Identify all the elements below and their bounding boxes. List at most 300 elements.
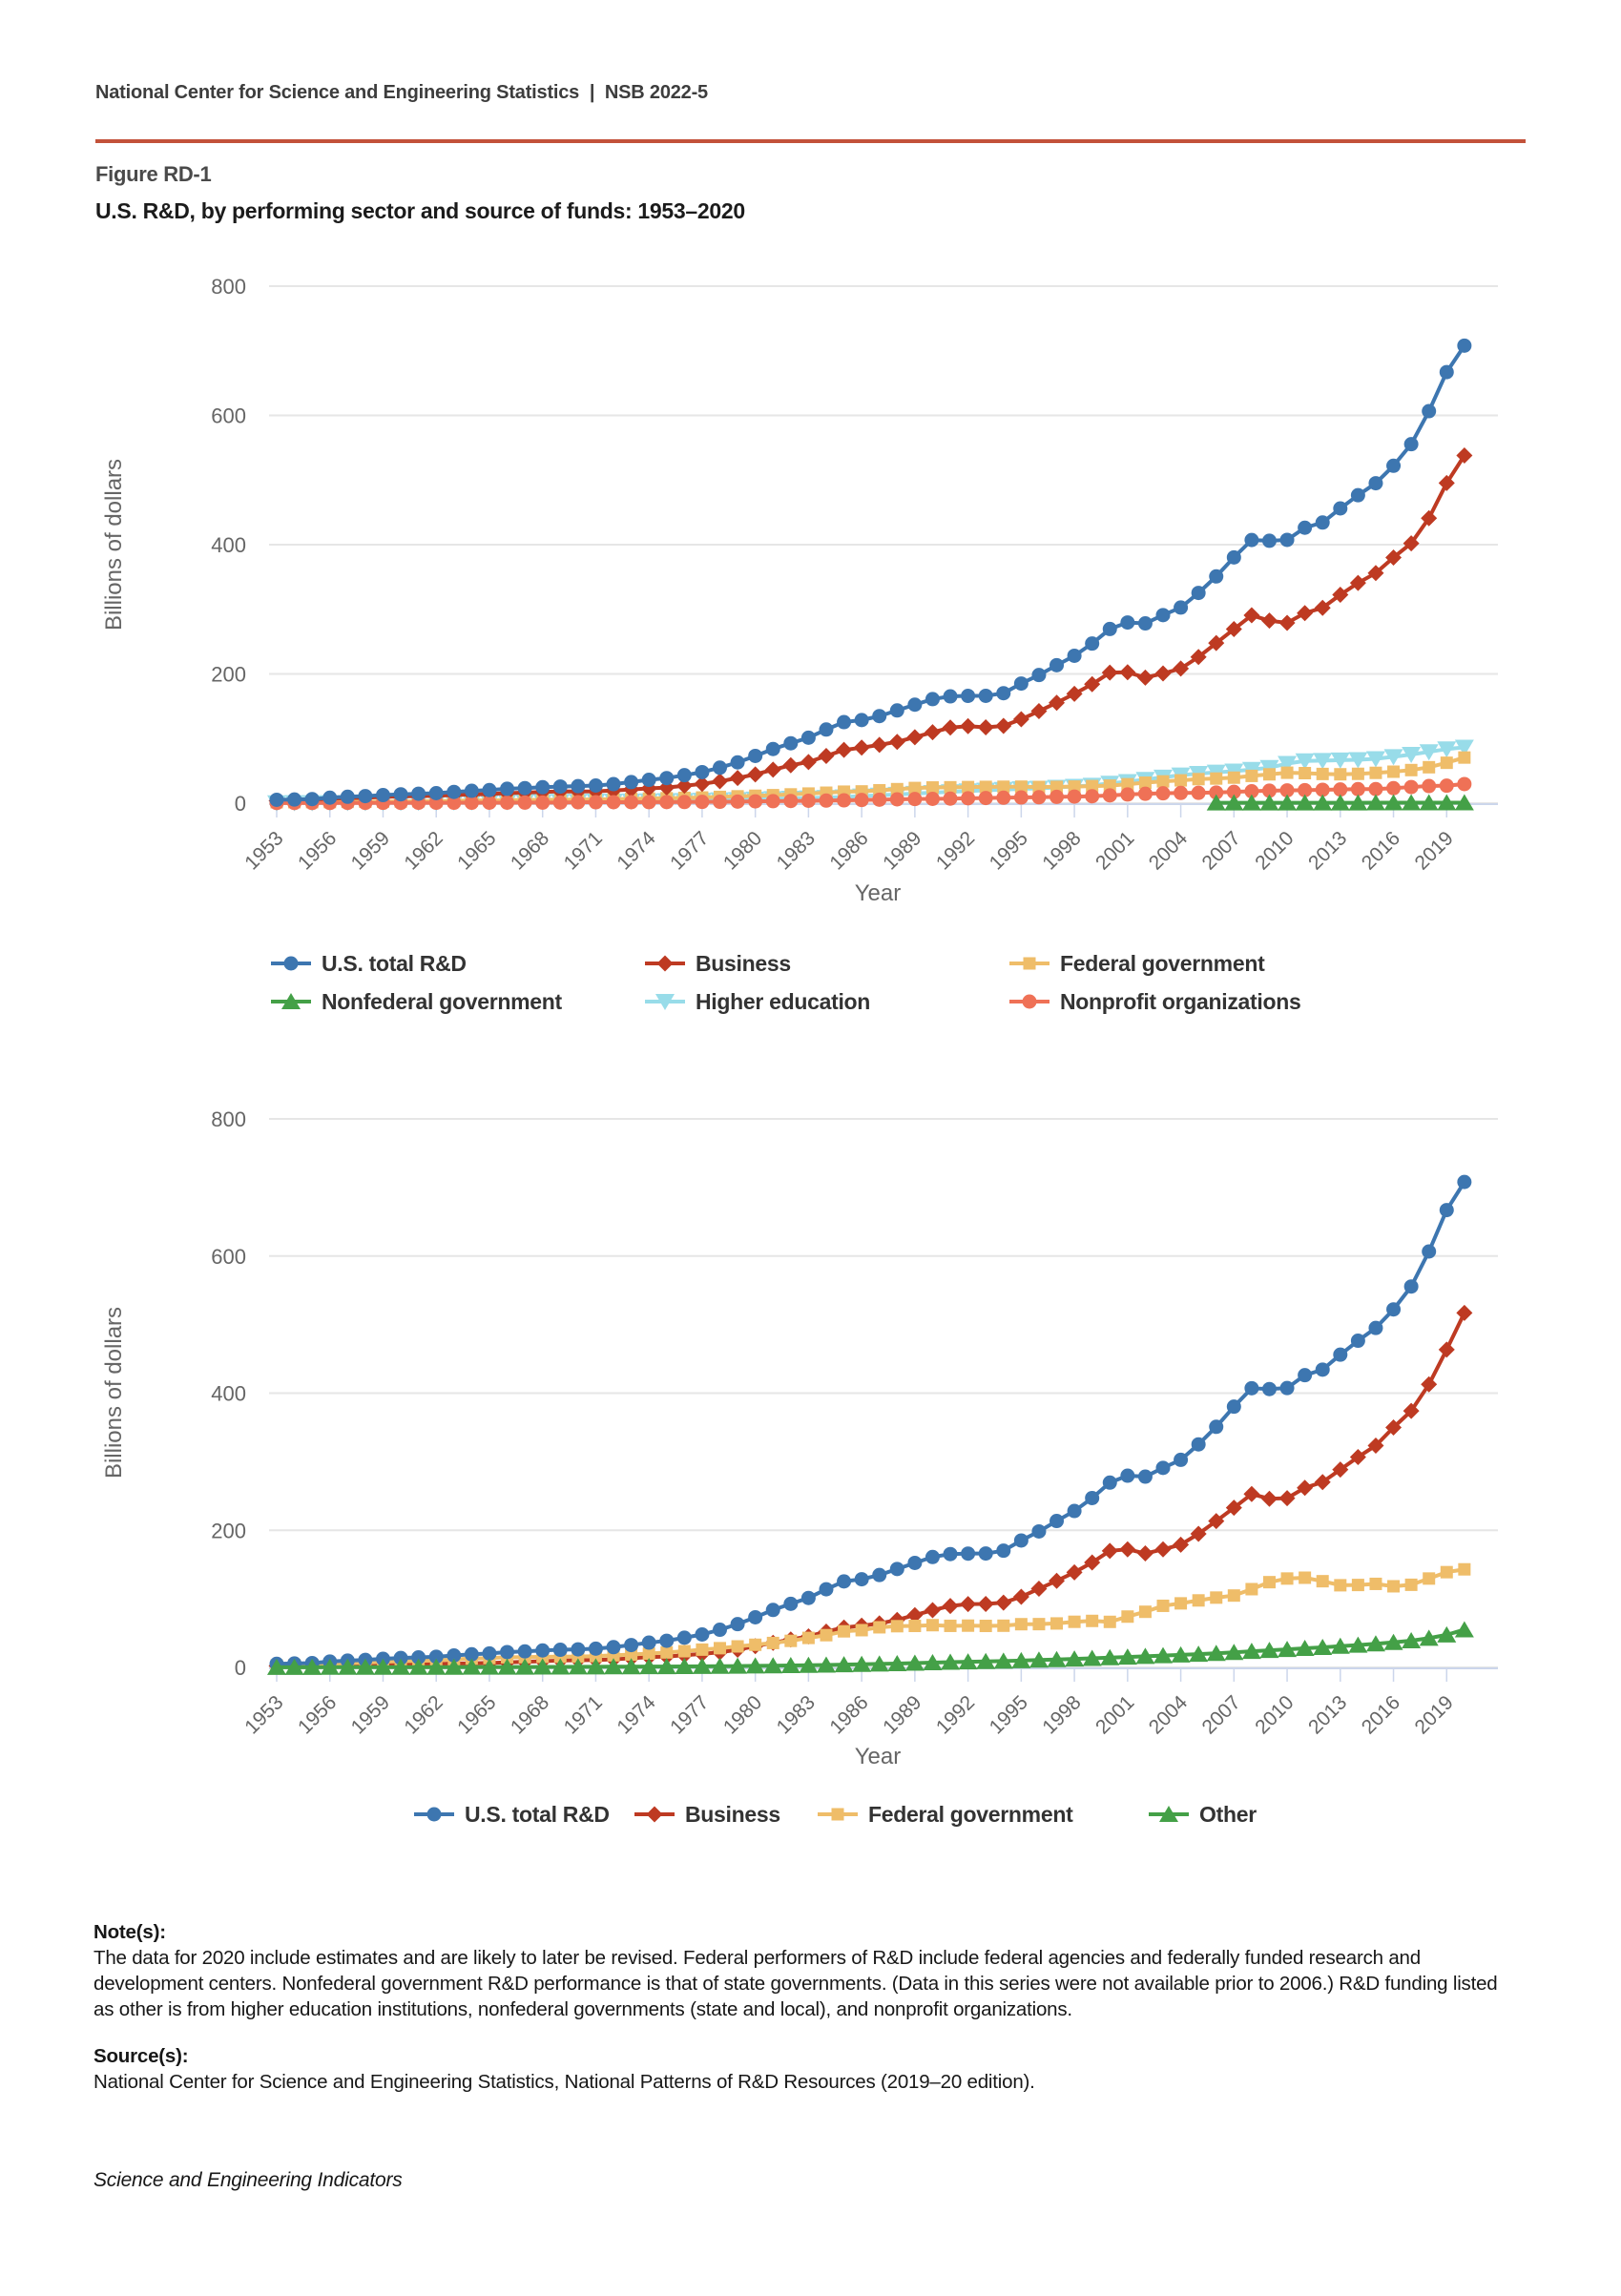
- data-point-u-s-total-r-d: [589, 778, 603, 793]
- data-point-u-s-total-r-d: [890, 703, 904, 717]
- legend-marker-diamond-icon: [633, 1802, 676, 1827]
- x-tick-label: 2013: [1304, 1691, 1352, 1739]
- data-point-u-s-total-r-d: [411, 787, 426, 801]
- data-point-federal-government: [1299, 1571, 1311, 1583]
- data-point-federal-government: [1228, 772, 1240, 784]
- data-point-u-s-total-r-d: [1262, 1382, 1277, 1396]
- data-point-u-s-total-r-d: [1422, 1245, 1436, 1259]
- figure-title: U.S. R&D, by performing sector and source of funds: 1953–2020: [95, 198, 745, 223]
- data-point-nonprofit-organizations: [961, 791, 975, 805]
- data-point-u-s-total-r-d: [1103, 622, 1117, 636]
- x-tick-label: 1971: [559, 827, 607, 875]
- data-point-u-s-total-r-d: [819, 1582, 833, 1597]
- data-point-u-s-total-r-d: [1031, 668, 1046, 682]
- x-tick-label: 1965: [453, 1691, 501, 1739]
- y-axis-title: Billions of dollars: [101, 1306, 127, 1479]
- funding-source-chart: [0, 1068, 1621, 1779]
- data-point-business: [1279, 614, 1296, 631]
- legend-item-business[interactable]: [633, 1801, 780, 1828]
- data-point-business: [1067, 686, 1083, 702]
- data-point-u-s-total-r-d: [1351, 1334, 1365, 1348]
- data-point-u-s-total-r-d: [907, 697, 922, 712]
- data-point-nonprofit-organizations: [1138, 787, 1153, 801]
- data-point-business: [1456, 1305, 1472, 1321]
- data-point-u-s-total-r-d: [677, 1630, 692, 1644]
- x-tick-label: 1983: [772, 1691, 820, 1739]
- y-tick-label: 200: [211, 1519, 246, 1543]
- data-point-u-s-total-r-d: [1103, 1476, 1117, 1490]
- x-tick-label: 2016: [1357, 827, 1405, 875]
- legend-item-federal-government[interactable]: [1008, 950, 1264, 977]
- data-point-u-s-total-r-d: [1316, 515, 1330, 529]
- data-point-u-s-total-r-d: [535, 1644, 550, 1658]
- data-point-federal-government: [1245, 770, 1257, 782]
- data-point-business: [1297, 1479, 1313, 1496]
- y-tick-label: 0: [234, 1656, 246, 1680]
- series-line-business: [277, 1313, 1465, 1665]
- x-tick-label: 1959: [346, 827, 395, 875]
- data-point-u-s-total-r-d: [748, 1610, 762, 1624]
- legend-marker-square-icon: [816, 1802, 860, 1827]
- data-point-u-s-total-r-d: [1192, 1438, 1206, 1452]
- data-point-federal-government: [1352, 1579, 1364, 1591]
- data-point-u-s-total-r-d: [1368, 1321, 1382, 1335]
- data-point-u-s-total-r-d: [872, 709, 886, 723]
- data-point-federal-government: [1405, 764, 1418, 776]
- data-point-nonprofit-organizations: [482, 796, 496, 810]
- data-point-nonprofit-organizations: [695, 795, 709, 809]
- data-point-nonprofit-organizations: [766, 794, 780, 808]
- data-point-business: [712, 774, 728, 790]
- data-point-nonprofit-organizations: [1422, 779, 1436, 794]
- data-point-business: [925, 724, 941, 740]
- data-point-nonprofit-organizations: [642, 795, 656, 809]
- data-point-u-s-total-r-d: [447, 785, 461, 799]
- y-tick-label: 800: [211, 275, 246, 299]
- data-point-federal-government: [945, 1620, 957, 1632]
- figure-label: Figure RD-1: [95, 162, 212, 186]
- data-point-federal-government: [1352, 768, 1364, 780]
- data-point-u-s-total-r-d: [855, 713, 869, 727]
- data-point-business: [1137, 670, 1153, 686]
- data-point-nonprofit-organizations: [1068, 790, 1082, 804]
- sources-text: National Center for Science and Engineering Statistics, National Patterns of R&D Resources (2019–20 edition).: [94, 2071, 1035, 2093]
- data-point-federal-government: [1210, 1591, 1222, 1603]
- data-point-nonprofit-organizations: [571, 796, 585, 810]
- y-tick-label: 400: [211, 1381, 246, 1406]
- data-point-u-s-total-r-d: [855, 1572, 869, 1586]
- data-point-business: [1013, 1588, 1029, 1604]
- legend-item-other[interactable]: [1147, 1801, 1257, 1828]
- data-point-business: [1119, 664, 1135, 680]
- data-point-nonprofit-organizations: [1440, 778, 1454, 793]
- data-point-federal-government: [1015, 1618, 1028, 1630]
- legend-marker-square-icon: [1008, 951, 1051, 976]
- data-point-u-s-total-r-d: [341, 790, 355, 804]
- data-point-federal-government: [1405, 1579, 1418, 1591]
- data-point-u-s-total-r-d: [1138, 616, 1153, 631]
- legend-item-nonfederal-government[interactable]: [269, 988, 562, 1015]
- data-point-u-s-total-r-d: [607, 1640, 621, 1654]
- data-point-u-s-total-r-d: [801, 731, 816, 745]
- x-tick-label: 2013: [1304, 827, 1352, 875]
- data-point-nonprofit-organizations: [553, 796, 568, 810]
- y-tick-label: 400: [211, 533, 246, 557]
- data-point-federal-government: [1281, 767, 1294, 779]
- data-point-nonprofit-organizations: [500, 796, 514, 810]
- data-point-u-s-total-r-d: [287, 793, 301, 807]
- series-line-u-s-total-r-d: [277, 345, 1465, 799]
- y-tick-label: 200: [211, 662, 246, 687]
- legend-label: Business: [696, 950, 791, 976]
- data-point-u-s-total-r-d: [1085, 1491, 1099, 1505]
- data-point-federal-government: [1334, 768, 1346, 780]
- data-point-u-s-total-r-d: [1174, 1453, 1188, 1467]
- data-point-u-s-total-r-d: [1068, 649, 1082, 663]
- x-tick-label: 2007: [1197, 827, 1245, 875]
- data-point-business: [818, 748, 834, 764]
- data-point-federal-government: [732, 1641, 744, 1653]
- data-point-business: [960, 1596, 976, 1612]
- data-point-u-s-total-r-d: [1014, 676, 1029, 691]
- data-point-federal-government: [1069, 1616, 1081, 1628]
- data-point-u-s-total-r-d: [1120, 615, 1134, 630]
- data-point-u-s-total-r-d: [607, 777, 621, 792]
- data-point-business: [854, 739, 870, 755]
- data-point-nonprofit-organizations: [607, 795, 621, 809]
- data-point-nonprofit-organizations: [819, 794, 833, 808]
- data-point-federal-government: [1210, 773, 1222, 785]
- data-point-federal-government: [1387, 766, 1400, 778]
- data-point-federal-government: [1157, 1600, 1170, 1612]
- data-point-u-s-total-r-d: [1368, 476, 1382, 490]
- data-point-u-s-total-r-d: [1068, 1504, 1082, 1519]
- data-point-business: [782, 757, 799, 774]
- data-point-u-s-total-r-d: [713, 1623, 727, 1637]
- x-tick-label: 1968: [506, 827, 554, 875]
- data-point-business: [906, 729, 923, 745]
- data-point-u-s-total-r-d: [571, 779, 585, 794]
- data-point-nonprofit-organizations: [1085, 789, 1099, 803]
- data-point-u-s-total-r-d: [322, 791, 337, 805]
- data-point-u-s-total-r-d: [465, 784, 479, 798]
- data-point-federal-government: [962, 1620, 974, 1632]
- data-point-business: [1013, 712, 1029, 728]
- x-tick-label: 1953: [240, 827, 288, 875]
- data-point-nonprofit-organizations: [979, 791, 993, 805]
- data-point-federal-government: [1423, 761, 1435, 774]
- data-point-u-s-total-r-d: [1209, 1419, 1223, 1434]
- x-tick-label: 1959: [346, 1691, 395, 1739]
- y-tick-label: 600: [211, 1244, 246, 1269]
- data-point-federal-government: [1423, 1572, 1435, 1584]
- data-point-u-s-total-r-d: [1156, 608, 1171, 622]
- data-point-federal-government: [1317, 1575, 1329, 1587]
- data-point-federal-government: [1193, 773, 1205, 785]
- data-point-u-s-total-r-d: [731, 1617, 745, 1631]
- data-point-federal-government: [1121, 1610, 1133, 1623]
- data-point-nonprofit-organizations: [1386, 781, 1401, 796]
- data-point-federal-government: [891, 1620, 904, 1632]
- x-tick-label: 1986: [825, 1691, 873, 1739]
- legend-marker-triangle-icon: [269, 989, 313, 1014]
- data-point-u-s-total-r-d: [801, 1591, 816, 1605]
- data-point-business: [747, 766, 763, 782]
- data-point-u-s-total-r-d: [1440, 365, 1454, 380]
- x-tick-label: 2001: [1091, 1691, 1139, 1739]
- data-point-business: [800, 754, 817, 770]
- data-point-nonprofit-organizations: [1351, 782, 1365, 796]
- legend-marker-circle-icon: [1008, 989, 1051, 1014]
- data-point-federal-government: [714, 1642, 726, 1654]
- data-point-business: [1279, 1490, 1296, 1506]
- data-point-u-s-total-r-d: [429, 786, 444, 800]
- data-point-u-s-total-r-d: [766, 1603, 780, 1617]
- x-tick-label: 1992: [931, 827, 980, 875]
- data-point-u-s-total-r-d: [1333, 1348, 1347, 1362]
- notes-text: The data for 2020 include estimates and are likely to later be revised. Federal performers of R&D include federal agencies and federally funded research and development centers. Nonfederal government R&D performance is that of state governments. (Data in this series were not available prior to 2006.) R&D funding listed as other is from higher education institutions, nonfederal governments (state and local), and nonprofit organizations.: [94, 1947, 1498, 2020]
- data-point-u-s-total-r-d: [1192, 586, 1206, 600]
- data-point-business: [889, 734, 905, 750]
- data-point-federal-government: [856, 1624, 868, 1636]
- data-point-nonprofit-organizations: [624, 795, 638, 809]
- x-tick-label: 1995: [985, 827, 1032, 875]
- data-point-nonprofit-organizations: [837, 794, 851, 808]
- data-point-u-s-total-r-d: [571, 1643, 585, 1657]
- data-point-u-s-total-r-d: [1457, 1175, 1471, 1189]
- data-point-u-s-total-r-d: [925, 692, 940, 706]
- data-point-nonprofit-organizations: [1192, 786, 1206, 800]
- legend-item-u-s-total-r-d[interactable]: [269, 950, 467, 977]
- x-tick-label: 1962: [400, 827, 447, 875]
- legend-item-higher-education[interactable]: [643, 988, 870, 1015]
- data-point-federal-government: [1369, 1578, 1382, 1590]
- data-point-u-s-total-r-d: [1049, 1514, 1064, 1528]
- performing-sector-legend: [0, 950, 1621, 1036]
- data-point-federal-government: [838, 1625, 850, 1638]
- data-point-business: [995, 1595, 1011, 1611]
- data-point-business: [1261, 1491, 1278, 1507]
- data-point-u-s-total-r-d: [1227, 1399, 1241, 1414]
- data-point-u-s-total-r-d: [996, 1543, 1010, 1558]
- data-point-federal-government: [820, 1629, 832, 1642]
- data-point-u-s-total-r-d: [1316, 1362, 1330, 1376]
- data-point-u-s-total-r-d: [305, 792, 320, 806]
- data-point-business: [871, 736, 887, 753]
- x-tick-label: 2004: [1144, 1691, 1193, 1739]
- data-point-nonprofit-organizations: [1031, 790, 1046, 804]
- legend-label: Business: [685, 1801, 780, 1827]
- data-point-federal-government: [678, 1645, 691, 1658]
- data-point-business: [943, 1598, 959, 1614]
- data-point-nonprofit-organizations: [1174, 786, 1188, 800]
- data-point-u-s-total-r-d: [642, 773, 656, 787]
- x-tick-label: 2007: [1197, 1691, 1245, 1739]
- data-point-business: [1067, 1564, 1083, 1581]
- x-tick-label: 1971: [559, 1691, 607, 1739]
- legend-item-u-s-total-r-d[interactable]: [412, 1801, 610, 1828]
- data-point-u-s-total-r-d: [1049, 658, 1064, 672]
- notes-label: Note(s):: [94, 1921, 166, 1943]
- y-tick-label: 800: [211, 1107, 246, 1131]
- data-point-u-s-total-r-d: [535, 780, 550, 795]
- data-point-u-s-total-r-d: [1404, 437, 1419, 451]
- data-point-u-s-total-r-d: [553, 1643, 568, 1657]
- x-tick-label: 1965: [453, 827, 501, 875]
- legend-label: Federal government: [868, 1801, 1073, 1827]
- data-point-federal-government: [1458, 1563, 1470, 1576]
- data-point-federal-government: [926, 1619, 939, 1631]
- data-point-u-s-total-r-d: [907, 1556, 922, 1570]
- data-point-u-s-total-r-d: [1174, 600, 1188, 614]
- notes-gap: [94, 2022, 1506, 2043]
- data-point-u-s-total-r-d: [944, 1547, 958, 1562]
- data-point-federal-government: [1139, 1605, 1152, 1618]
- legend-marker-triangle-down-icon: [643, 989, 687, 1014]
- data-point-business: [1030, 703, 1047, 719]
- data-point-federal-government: [1032, 1618, 1045, 1630]
- data-point-u-s-total-r-d: [944, 690, 958, 704]
- data-point-federal-government: [1050, 1617, 1063, 1629]
- data-point-nonprofit-organizations: [1404, 780, 1419, 795]
- legend-item-business[interactable]: [643, 950, 791, 977]
- data-point-u-s-total-r-d: [1280, 532, 1295, 547]
- data-point-business: [1137, 1545, 1153, 1562]
- data-point-federal-government: [873, 1621, 885, 1633]
- data-point-nonprofit-organizations: [872, 793, 886, 807]
- legend-marker-circle-icon: [412, 1802, 456, 1827]
- data-point-business: [730, 770, 746, 786]
- x-axis-title: Year: [854, 1744, 902, 1769]
- data-point-nonprofit-organizations: [1103, 788, 1117, 802]
- legend-label: Higher education: [696, 988, 871, 1014]
- data-point-business: [960, 718, 976, 734]
- data-point-federal-government: [1387, 1580, 1400, 1592]
- data-point-u-s-total-r-d: [659, 1634, 674, 1648]
- data-point-federal-government: [1245, 1582, 1257, 1595]
- data-point-federal-government: [1281, 1572, 1294, 1584]
- data-point-u-s-total-r-d: [1138, 1470, 1153, 1484]
- data-point-u-s-total-r-d: [1298, 1368, 1312, 1382]
- data-point-u-s-total-r-d: [482, 783, 496, 797]
- legend-item-nonprofit-organizations[interactable]: [1008, 988, 1300, 1015]
- data-point-nonprofit-organizations: [801, 794, 816, 808]
- data-point-u-s-total-r-d: [837, 1574, 851, 1588]
- x-tick-label: 1995: [985, 1691, 1032, 1739]
- data-point-federal-government: [696, 1644, 708, 1656]
- data-point-nonprofit-organizations: [731, 795, 745, 809]
- data-point-business: [1261, 612, 1278, 629]
- data-point-business: [1155, 1541, 1172, 1558]
- data-point-business: [995, 717, 1011, 734]
- data-point-u-s-total-r-d: [270, 793, 284, 807]
- x-tick-label: 1974: [613, 827, 660, 875]
- data-point-u-s-total-r-d: [394, 787, 408, 801]
- x-tick-label: 2019: [1410, 827, 1458, 875]
- data-point-nonprofit-organizations: [1049, 790, 1064, 804]
- data-point-u-s-total-r-d: [659, 771, 674, 785]
- legend-marker-circle-icon: [269, 951, 313, 976]
- legend-item-federal-government[interactable]: [816, 1801, 1072, 1828]
- data-point-u-s-total-r-d: [1120, 1469, 1134, 1483]
- data-point-federal-government: [980, 1620, 992, 1632]
- data-point-u-s-total-r-d: [819, 722, 833, 736]
- data-point-u-s-total-r-d: [677, 768, 692, 782]
- x-tick-label: 2010: [1251, 827, 1299, 875]
- data-point-federal-government: [660, 1646, 673, 1659]
- data-point-federal-government: [749, 1639, 761, 1651]
- x-tick-label: 1956: [293, 1691, 342, 1739]
- data-point-business: [978, 1596, 994, 1612]
- data-point-business: [1049, 694, 1065, 711]
- data-point-u-s-total-r-d: [518, 781, 532, 796]
- x-tick-label: 1962: [400, 1691, 447, 1739]
- data-point-federal-government: [1369, 767, 1382, 779]
- data-point-u-s-total-r-d: [358, 789, 372, 803]
- data-point-federal-government: [1334, 1579, 1346, 1591]
- data-point-federal-government: [784, 1635, 797, 1647]
- legend-label: Nonfederal government: [322, 988, 562, 1014]
- data-point-u-s-total-r-d: [1386, 1302, 1401, 1316]
- x-tick-label: 1992: [931, 1691, 980, 1739]
- data-point-u-s-total-r-d: [783, 736, 798, 751]
- y-tick-label: 600: [211, 403, 246, 428]
- x-tick-label: 2004: [1144, 827, 1193, 875]
- page-header: National Center for Science and Engineering Statistics | NSB 2022-5: [95, 82, 708, 103]
- data-point-federal-government: [1086, 1615, 1098, 1627]
- x-tick-label: 2001: [1091, 827, 1139, 875]
- data-point-u-s-total-r-d: [624, 775, 638, 789]
- data-point-u-s-total-r-d: [1333, 501, 1347, 515]
- data-point-u-s-total-r-d: [979, 689, 993, 703]
- x-tick-label: 1989: [879, 827, 926, 875]
- legend-label: U.S. total R&D: [322, 950, 467, 976]
- data-point-federal-government: [1228, 1589, 1240, 1602]
- data-point-nonprofit-organizations: [1120, 787, 1134, 801]
- x-tick-label: 2010: [1251, 1691, 1299, 1739]
- x-tick-label: 1983: [772, 827, 820, 875]
- legend-marker-diamond-icon: [643, 951, 687, 976]
- data-point-u-s-total-r-d: [500, 781, 514, 796]
- data-point-u-s-total-r-d: [500, 1644, 514, 1659]
- x-tick-label: 1986: [825, 827, 873, 875]
- data-point-u-s-total-r-d: [766, 742, 780, 756]
- data-point-federal-government: [802, 1632, 815, 1644]
- x-axis-title: Year: [854, 880, 902, 906]
- performing-sector-chart: [0, 238, 1621, 916]
- y-axis-title: Billions of dollars: [101, 458, 127, 631]
- data-point-federal-government: [908, 1620, 921, 1632]
- data-point-u-s-total-r-d: [1262, 533, 1277, 548]
- data-point-u-s-total-r-d: [1351, 488, 1365, 503]
- data-point-u-s-total-r-d: [1227, 550, 1241, 565]
- data-point-federal-government: [1441, 1566, 1453, 1579]
- data-point-business: [836, 742, 852, 758]
- data-point-u-s-total-r-d: [783, 1597, 798, 1611]
- x-tick-label: 1998: [1038, 1691, 1086, 1739]
- data-point-federal-government: [1263, 768, 1276, 780]
- data-point-u-s-total-r-d: [695, 1627, 709, 1642]
- funding-source-legend: [0, 1801, 1621, 1887]
- data-point-federal-government: [1299, 767, 1311, 779]
- data-point-nonprofit-organizations: [1457, 776, 1471, 791]
- data-point-u-s-total-r-d: [1014, 1533, 1029, 1547]
- data-point-business: [1049, 1573, 1065, 1589]
- data-point-u-s-total-r-d: [1386, 459, 1401, 473]
- data-point-business: [943, 719, 959, 735]
- data-point-federal-government: [1317, 768, 1329, 780]
- data-point-federal-government: [1174, 775, 1187, 787]
